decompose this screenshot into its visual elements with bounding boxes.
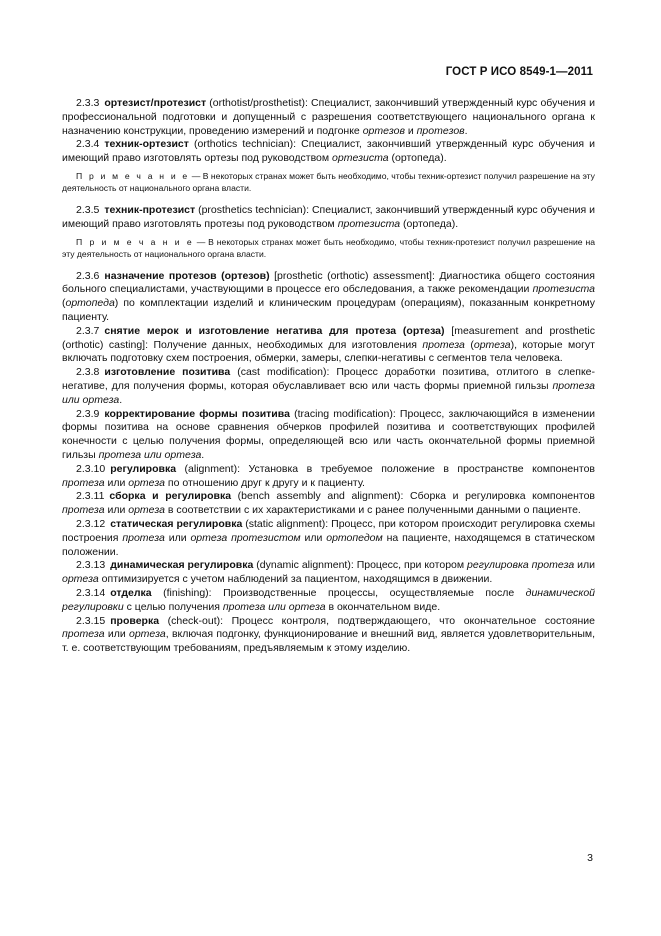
- term-number: 2.3.12: [76, 517, 106, 530]
- term-italic: протеза: [422, 338, 465, 351]
- term-text: .: [119, 393, 123, 406]
- term-italic: протезиста: [532, 283, 595, 296]
- term-italic: регулировка протеза: [467, 559, 575, 572]
- term-text: в окончательном виде.: [325, 600, 441, 613]
- term-title: изготовление позитива: [104, 366, 231, 379]
- term-italic: протеза или ортеза: [222, 600, 326, 613]
- term-text: (ортопеда).: [388, 152, 447, 165]
- term-italic: ортезов: [362, 124, 405, 137]
- term-text: (prosthetics technician): Специалист, закончивший утвержденный курс обучения и имеющий право изготовлять протезы под руководством: [62, 203, 595, 230]
- term-number: 2.3.10: [76, 462, 106, 475]
- term-text: (ортопеда).: [400, 217, 459, 230]
- term-title: снятие мерок и изготовление негатива для протеза (ортеза): [104, 324, 445, 337]
- term-text: (alignment): Установка в требуемое положение в пространстве компонентов: [176, 462, 595, 475]
- document-body: [62, 97, 595, 656]
- term-text: или: [574, 559, 595, 572]
- term-2-3-14: [62, 587, 595, 615]
- term-italic: ортеза протезистом: [190, 531, 301, 544]
- term-title: проверка: [110, 614, 160, 627]
- term-text: оптимизируется с учетом наблюдений за пациентом, находящимся в движении.: [98, 573, 493, 586]
- term-2-3-9: [62, 408, 595, 463]
- term-text: или: [164, 531, 191, 544]
- term-2-3-8: [62, 366, 595, 407]
- term-title: отделка: [110, 586, 152, 599]
- term-text: (: [464, 338, 474, 351]
- term-2-3-6: [62, 270, 595, 325]
- term-text: (finishing): Производственные процессы, осуществляемые после: [151, 586, 526, 599]
- term-text: , включая подгонку, функционирование и внешний вид, является удовлетворительным, т. е. соответствующим требованиям, предъявляемым к этому изделию.: [62, 628, 595, 655]
- term-title: динамическая регулировка: [110, 559, 254, 572]
- term-text: или: [104, 504, 129, 517]
- note-1: [62, 170, 595, 194]
- term-italic: ортезиста: [332, 152, 389, 165]
- page-number: 3: [587, 852, 593, 864]
- term-2-3-4: [62, 138, 595, 166]
- term-2-3-11: [62, 490, 595, 518]
- term-number: 2.3.4: [76, 138, 100, 151]
- term-italic: ортопедом: [326, 531, 383, 544]
- term-text: (orthotist/prosthetist): Специалист, закончивший утвержденный курс обучения и профессиональной подготовки и допущенный с разрешения соответствующего национального органа к назначению конструкции, проведению измерений и подгонке: [62, 97, 595, 137]
- term-text: ) по комплектации изделий и клиническим процедурам (операциям), показанным конкретному пациенту.: [62, 297, 595, 323]
- term-2-3-15: [62, 615, 595, 656]
- term-text: (static alignment): Процесс, при котором происходит регулировка схемы построения: [62, 517, 595, 544]
- term-text: [measurement and prosthetic (orthotic) casting]: Получение данных, необходимых для изготовления: [62, 324, 596, 351]
- term-2-3-3: [62, 97, 595, 138]
- term-italic: протезиста: [337, 217, 401, 230]
- term-title: статическая регулировка: [110, 517, 243, 530]
- note-text: — В некоторых странах может быть необходимо, чтобы техник-ортезист получил разрешение на эту деятельность от национального органа власти.: [62, 170, 595, 193]
- term-text: с целью получения: [123, 600, 223, 613]
- term-italic: протеза: [62, 504, 105, 517]
- term-text: .: [464, 124, 468, 137]
- term-italic: протеза или ортеза: [98, 448, 202, 461]
- term-number: 2.3.6: [76, 269, 100, 282]
- term-text: или: [300, 531, 327, 544]
- term-italic: ортеза: [473, 338, 511, 351]
- term-italic: ортеза: [129, 628, 166, 641]
- term-number: 2.3.8: [76, 366, 100, 379]
- term-italic: протеза: [62, 628, 105, 641]
- term-italic: ортеза: [62, 573, 99, 586]
- term-title: назначение протезов (ортезов): [104, 269, 270, 282]
- term-title: техник-протезист: [104, 203, 196, 216]
- term-text: (check-out): Процесс контроля, подтверждающего, что окончательное состояние: [159, 614, 595, 627]
- term-number: 2.3.3: [76, 97, 100, 109]
- term-italic: ортопеда: [65, 297, 115, 310]
- term-title: техник-ортезист: [104, 138, 189, 151]
- term-2-3-5: [62, 204, 595, 232]
- term-text: (: [62, 297, 66, 310]
- term-2-3-10: [62, 463, 595, 491]
- note-text: — В некоторых странах может быть необходимо, чтобы техник-протезист получил разрешение на эту деятельность от национального органа власти.: [62, 236, 595, 259]
- term-italic: динамической регулировки: [62, 586, 595, 613]
- term-italic: ортеза: [128, 476, 165, 489]
- term-text: (bench assembly and alignment): Сборка и регулировка компонентов: [231, 490, 596, 503]
- term-title: ортезист/протезист: [104, 97, 207, 109]
- term-text: и: [404, 124, 417, 137]
- term-italic: ортеза: [128, 504, 165, 517]
- term-text: .: [201, 448, 205, 461]
- note-2: [62, 236, 595, 260]
- term-2-3-13: [62, 559, 595, 587]
- document-id-header: ГОСТ Р ИСО 8549-1—2011: [445, 66, 593, 78]
- term-number: 2.3.13: [76, 559, 106, 572]
- term-title: сборка и регулировка: [109, 490, 232, 503]
- term-text: в соответствии с их характеристиками и с ранее полученными данными о пациенте.: [164, 504, 581, 517]
- term-text: (orthotics technician): Специалист, закончивший утвержденный курс обучения и имеющий право изготовлять ортезы под руководством: [62, 138, 595, 165]
- term-text: или: [104, 476, 129, 489]
- term-number: 2.3.14: [76, 586, 106, 599]
- term-text: ), которые могут включать подготовку схем построения, обмерки, замеры, слепки-негативы с сегментов тела человека.: [62, 338, 595, 365]
- term-number: 2.3.15: [76, 614, 106, 627]
- term-italic: протезов: [416, 124, 465, 137]
- term-number: 2.3.11: [76, 490, 105, 503]
- term-text: на пациенте, находящемся в статическом положении.: [62, 531, 596, 558]
- term-number: 2.3.7: [76, 324, 100, 337]
- term-text: (tracing modification): Процесс, заключающийся в изменении формы позитива на основе сравнения обчерков профилей позитива и соответствующих профилей конечности с целью получения формы, определяющей всю или часть окончательной формы приемной гильзы: [62, 407, 595, 461]
- note-label: П р и м е ч а н и е: [76, 170, 190, 181]
- term-title: регулировка: [110, 462, 177, 475]
- term-number: 2.3.5: [76, 203, 100, 216]
- term-text: по отношению друг к другу и к пациенту.: [164, 476, 365, 489]
- term-title: корректирование формы позитива: [104, 407, 290, 420]
- term-italic: протеза: [62, 476, 105, 489]
- term-2-3-12: [62, 518, 595, 559]
- term-text: (dynamic alignment): Процесс, при котором: [253, 559, 468, 572]
- term-2-3-7: [62, 325, 595, 366]
- term-text: или: [104, 628, 129, 641]
- term-italic: протеза или ортеза: [62, 379, 595, 406]
- note-label: П р и м е ч а н и е: [76, 236, 194, 247]
- term-text: [prosthetic (orthotic) assessment]: Диагностика общего состояния больного специалистами, участвующими в процессе его обследования, а также рекомендации: [62, 269, 595, 296]
- term-text: (cast modification): Процесс доработки позитива, отлитого в слепке-негативе, для получения формы, которая обуславливает всю или часть формы приемной гильзы: [62, 366, 595, 392]
- term-italic: протеза: [122, 531, 165, 544]
- term-number: 2.3.9: [76, 407, 100, 420]
